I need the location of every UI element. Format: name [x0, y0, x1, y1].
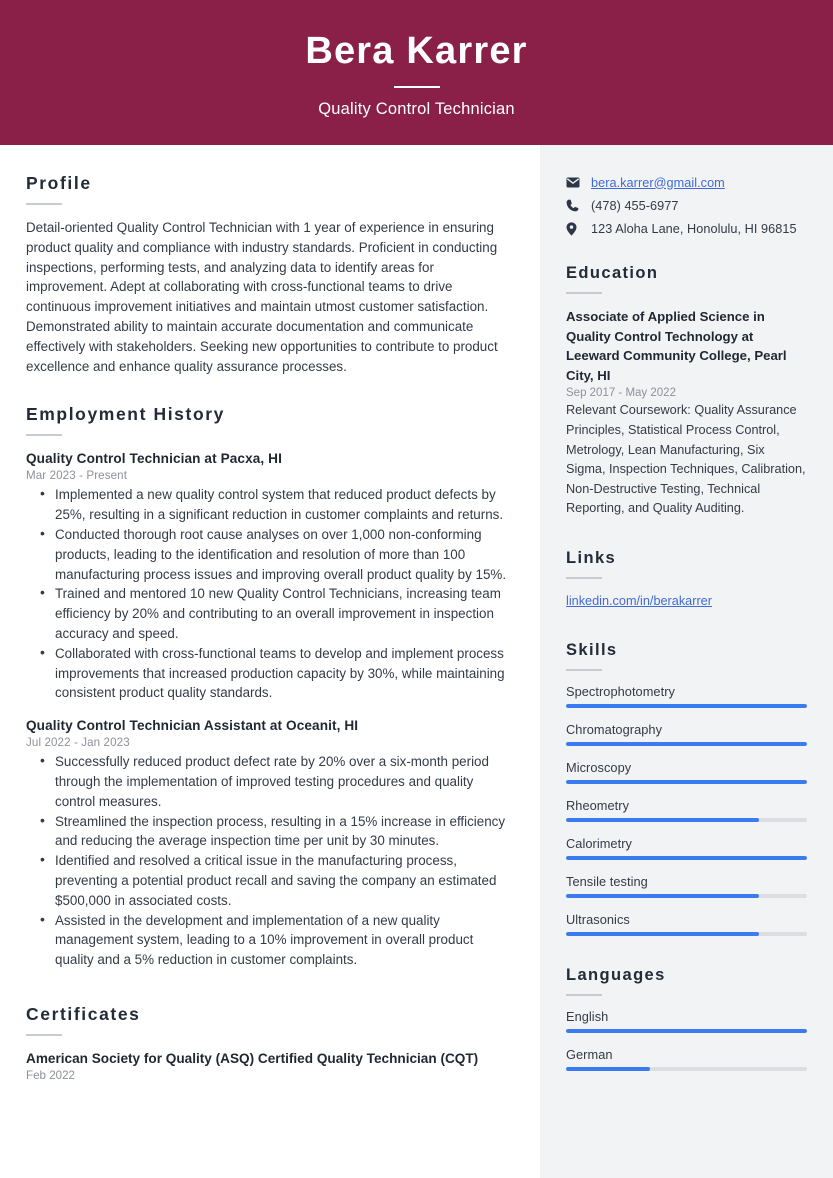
candidate-name: Bera Karrer [305, 30, 528, 73]
candidate-job-title: Quality Control Technician [318, 99, 515, 118]
education-heading: Education [566, 264, 659, 282]
header-divider [394, 86, 440, 88]
skill-item-label: Rheometry [566, 797, 630, 813]
skill-item-bar-track [566, 818, 807, 822]
job-bullet: • Assisted in the development and implementation of a new quality management system, leading to a 10% improvement in overall product quality and a 5% reduction in customer complaints. [26, 911, 510, 970]
section-skills [566, 641, 807, 936]
profile-text: Detail-oriented Quality Control Technician with 1 year of experience in ensuring product quality and compliance with industry standards. Proficient in conducting inspections, performing tests, and analyzing data to identify areas for improvement. Adept at collaborating with cross-functional teams to drive continuous improvement initiatives and maintain utmost customer satisfaction. Demonstrated ability to maintain accurate documentation and communicate effectively with stakeholders. Seeking new opportunities to contribute to product excellence and enhance quality assurance processes. [26, 220, 498, 374]
job-bullet-list [26, 752, 510, 970]
language-item-label: English [566, 1008, 609, 1024]
skill-item [566, 722, 807, 746]
skill-item-bar-track [566, 932, 807, 936]
job-bullet: • Streamlined the inspection process, resulting in a 15% increase in efficiency and reducing the average inspection time per unit by 30 minutes. [26, 812, 510, 852]
skill-item-bar-track [566, 780, 807, 784]
skill-item-bar-fill [566, 780, 807, 784]
resume-body [0, 145, 833, 1178]
job-entry [26, 449, 510, 703]
certificate-date: Feb 2022 [26, 1068, 75, 1082]
job-bullet: • Conducted thorough root cause analyses on over 1,000 non-conforming products, leading to the identification and resolution of more than 100 manufacturing process issues and improving overall product quality by 15%. [26, 525, 510, 584]
job-title: Quality Control Technician Assistant at Oceanit, HI [26, 718, 359, 734]
skill-item-bar-fill [566, 704, 807, 708]
section-education [566, 264, 807, 519]
contact-list [566, 173, 807, 238]
job-date: Jul 2022 - Jan 2023 [26, 736, 130, 750]
skill-item [566, 798, 807, 822]
employment-heading-rule [26, 434, 62, 436]
contact-row-phone [566, 196, 807, 215]
links-heading: Links [566, 548, 617, 567]
certificate-entry [26, 1049, 510, 1082]
section-profile [26, 173, 510, 376]
main-column [0, 145, 540, 1178]
education-heading-rule [566, 292, 602, 294]
skills-heading: Skills [566, 640, 618, 659]
certificates-heading-rule [26, 1034, 62, 1036]
skill-item-bar-track [566, 856, 807, 860]
language-item [566, 1009, 807, 1033]
education-degree: Associate of Applied Science in Quality Control Technology at Leeward Community College, Pearl City, HI [566, 309, 787, 383]
skill-item [566, 760, 807, 784]
section-employment-history [26, 404, 510, 970]
job-entry [26, 716, 510, 970]
job-date: Mar 2023 - Present [26, 469, 128, 483]
skill-item [566, 912, 807, 936]
certificate-title: American Society for Quality (ASQ) Certified Quality Technician (CQT) [26, 1050, 479, 1066]
languages-heading-rule [566, 994, 602, 996]
language-item-bar-fill [566, 1067, 650, 1071]
skill-item [566, 874, 807, 898]
skill-item-bar-track [566, 742, 807, 746]
skill-item-bar-track [566, 704, 807, 708]
job-title: Quality Control Technician at Pacxa, HI [26, 451, 282, 467]
skill-item-label: Calorimetry [566, 835, 632, 851]
sidebar-column [540, 145, 833, 1178]
languages-list [566, 1009, 807, 1071]
job-bullet: • Trained and mentored 10 new Quality Control Technicians, increasing team efficiency by 20% and contributing to an overall improvement in inspection accuracy and speed. [26, 584, 510, 643]
skill-item-bar-fill [566, 932, 759, 936]
section-links [566, 549, 807, 610]
job-bullet: • Implemented a new quality control system that reduced product defects by 25%, resulting in a significant reduction in customer complaints and returns. [26, 485, 510, 525]
job-bullet: • Collaborated with cross-functional teams to develop and implement process improvements that increased production capacity by 30%, while maintaining consistent product quality standards. [26, 644, 510, 703]
skill-item-bar-fill [566, 742, 807, 746]
phone-icon [566, 199, 585, 212]
contact-phone: (478) 455-6977 [591, 198, 679, 213]
contact-email[interactable]: bera.karrer@gmail.com [591, 175, 725, 190]
skill-item-label: Tensile testing [566, 873, 648, 889]
envelope-icon [566, 177, 585, 188]
skills-heading-rule [566, 669, 602, 671]
certificates-heading: Certificates [26, 1003, 141, 1024]
link-linkedin[interactable]: linkedin.com/in/berakarrer [566, 593, 712, 608]
resume-header [0, 0, 833, 145]
location-pin-icon [566, 222, 585, 236]
section-languages [566, 966, 807, 1071]
employment-heading: Employment History [26, 404, 225, 425]
profile-heading-rule [26, 203, 62, 205]
skill-item [566, 684, 807, 708]
profile-heading: Profile [26, 173, 92, 193]
contact-row-address [566, 219, 807, 238]
links-heading-rule [566, 577, 602, 579]
skill-item-bar-fill [566, 894, 759, 898]
language-item [566, 1047, 807, 1071]
education-description: Relevant Coursework: Quality Assurance Principles, Statistical Process Control, Metrology, Lean Manufacturing, Six Sigma, Inspection Techniques, Calibration, Non-Destructive Testing, Technical Reporting, and Quality Auditing. [566, 403, 806, 516]
skill-item [566, 836, 807, 860]
language-item-bar-track [566, 1067, 807, 1071]
skill-item-label: Chromatography [566, 721, 663, 737]
skill-item-bar-track [566, 894, 807, 898]
skills-list [566, 684, 807, 936]
languages-heading: Languages [566, 965, 666, 984]
education-date: Sep 2017 - May 2022 [566, 387, 676, 400]
job-bullet: • Identified and resolved a critical issue in the manufacturing process, preventing a potential product recall and saving the company an estimated $500,000 in associated costs. [26, 851, 510, 910]
skill-item-bar-fill [566, 856, 807, 860]
language-item-bar-fill [566, 1029, 807, 1033]
job-bullet-list [26, 485, 510, 703]
skill-item-label: Microscopy [566, 759, 632, 775]
skill-item-label: Ultrasonics [566, 911, 630, 927]
language-item-bar-track [566, 1029, 807, 1033]
skill-item-label: Spectrophotometry [566, 683, 675, 699]
language-item-label: German [566, 1046, 613, 1062]
section-certificates [26, 1004, 510, 1082]
skill-item-bar-fill [566, 818, 759, 822]
contact-address: 123 Aloha Lane, Honolulu, HI 96815 [591, 221, 797, 236]
contact-row-email [566, 173, 807, 192]
job-bullet: • Successfully reduced product defect rate by 20% over a six-month period through the implementation of improved testing procedures and quality control measures. [26, 752, 510, 811]
